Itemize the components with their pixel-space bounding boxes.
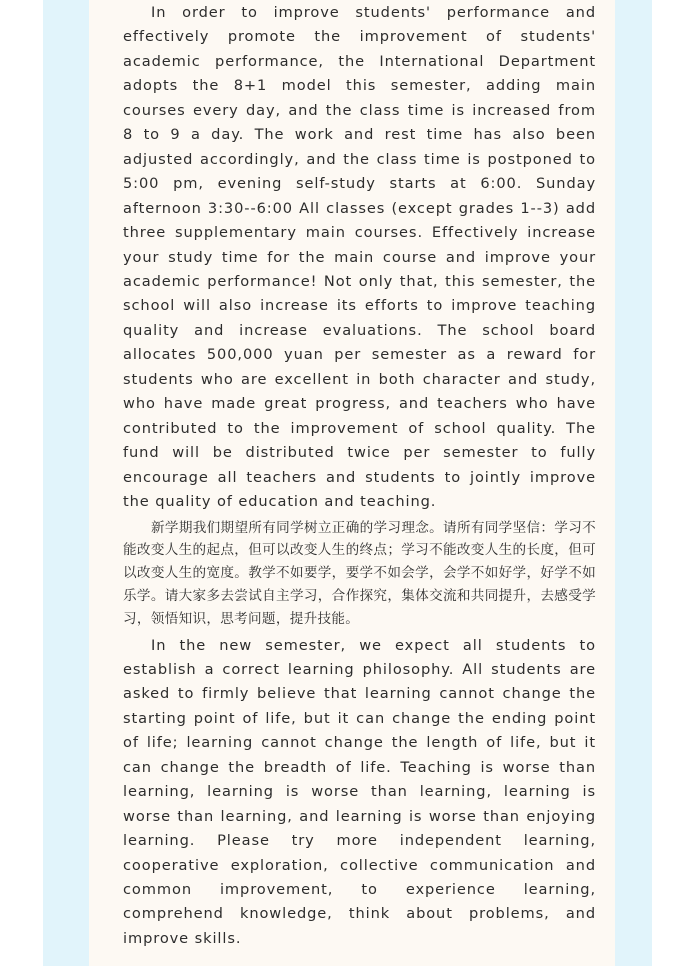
- paragraph-chinese-learning-philosophy: 新学期我们期望所有同学树立正确的学习理念。请所有同学坚信：学习不能改变人生的起点，但可以改变人生的终点；学习不能改变人生的长度，但可以改变人生的宽度。教学不如要学，要学不如会学，会学不如好学，好学不如乐学。请大家多去尝试自主学习，合作探究，集体交流和共同提升，去感受学习，领悟知识，思考问题，提升技能。: [123, 519, 596, 627]
- left-decorative-band: [43, 0, 89, 966]
- paragraph-english-semester-changes: In order to improve students' performance and effectively promote the improvement of students' academic performance, the International Department adopts the 8+1 model this semester, adding main courses every day, and the class time is increased from 8 to 9 a day. The work and rest time has also been adjusted accordingly, and the class time is postponed to 5:00 pm, evening self-study starts at 6:00. Sunday afternoon 3:30--6:00 All classes (except grades 1--3) add three supplementary main courses. Effectively increase your study time for the main course and improve your academic performance! Not only that, this semester, the school will also increase its efforts to improve teaching quality and increase evaluations. The school board allocates 500,000 yuan per semester as a reward for students who are excellent in both character and study, who have made great progress, and teachers who have contributed to the improvement of school quality. The fund will be distributed twice per semester to fully encourage all teachers and students to jointly improve the quality of education and teaching.: [123, 4, 596, 511]
- paragraph-english-learning-philosophy: In the new semester, we expect all students to establish a correct learning philosophy. All students are asked to firmly believe that learning cannot change the starting point of life, but it can change the ending point of life; learning cannot change the length of life, but it can change the breadth of life. Teaching is worse than learning, learning is worse than learning, learning is worse than learning, and learning is worse than enjoying learning. Please try more independent learning, cooperative exploration, collective communication and common improvement, to experience learning, comprehend knowledge, think about problems, and improve skills.: [123, 636, 596, 947]
- right-decorative-band: [615, 0, 652, 966]
- article-panel: [89, 0, 615, 966]
- article-body: [123, 0, 596, 951]
